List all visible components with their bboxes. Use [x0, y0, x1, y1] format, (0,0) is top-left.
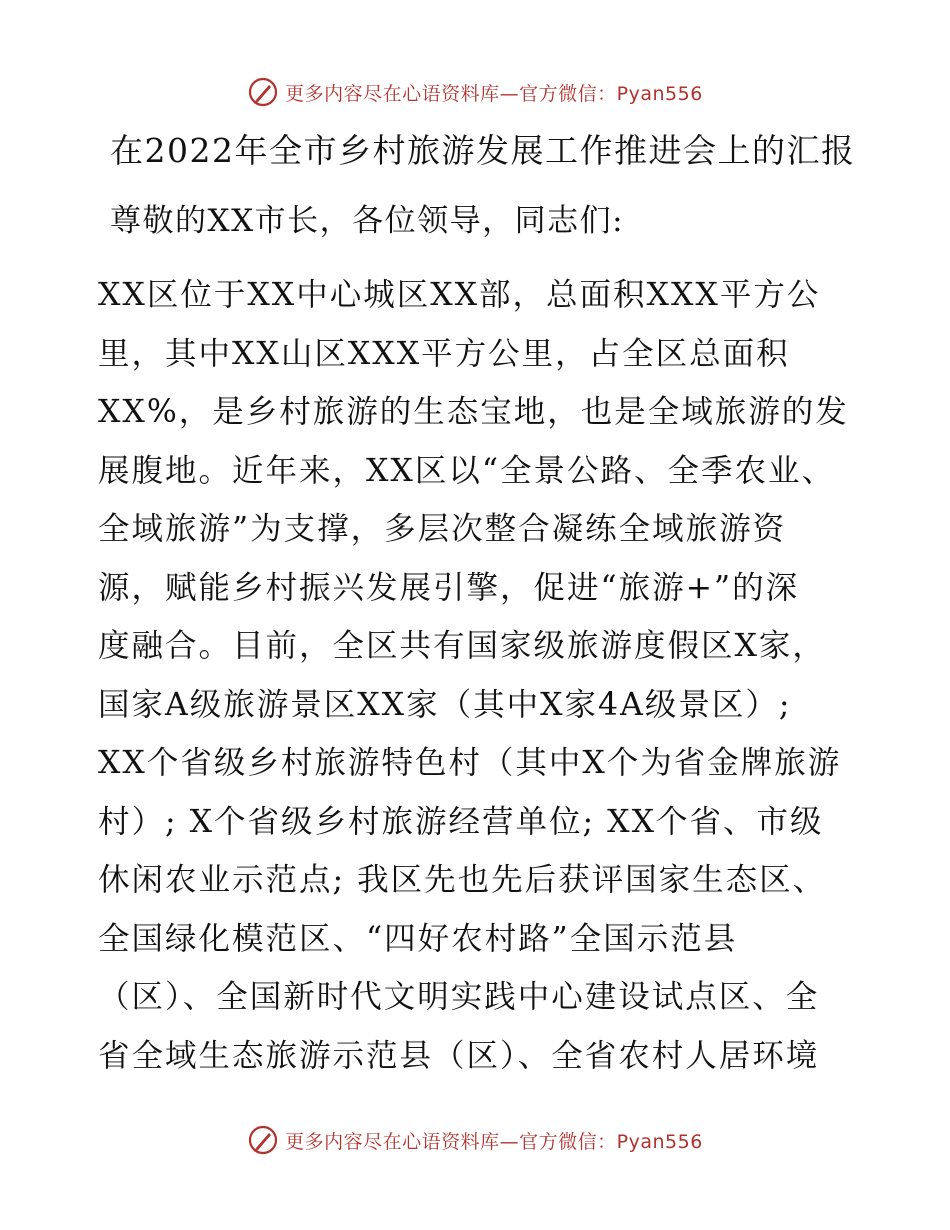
- body-line: 国家A级旅游景区XX家（其中X家4A级景区）;: [98, 686, 792, 723]
- body-line: XX%，是乡村旅游的生态宝地，也是全域旅游的发: [98, 394, 849, 430]
- body-line: XX个省级乡村旅游特色村（其中X个为省金牌旅游: [98, 745, 842, 781]
- body-line: 源，赋能乡村振兴发展引擎，促进“旅游+”的深: [98, 569, 800, 606]
- quill-pen-circle-icon: [247, 1124, 279, 1156]
- watermark-text: 更多内容尽在心语资料库—官方微信：Pyan556: [285, 82, 703, 105]
- body-line: （区）、全国新时代文明实践中心建设试点区、全: [98, 979, 820, 1015]
- quill-pen-circle-icon: [247, 76, 279, 108]
- body-line: 全国绿化模范区、“四好农村路”全国示范县: [98, 920, 738, 957]
- body-line: 全域旅游”为支撑，多层次整合凝练全域旅游资: [98, 511, 787, 547]
- body-line: 展腹地。近年来，XX区以“全景公路、全季农业、: [98, 452, 835, 489]
- body-paragraph: [98, 266, 898, 1085]
- body-line: 里，其中XX山区XXX平方公里，占全区总面积: [98, 335, 790, 372]
- watermark-text: 更多内容尽在心语资料库—官方微信：Pyan556: [285, 1130, 703, 1153]
- watermark-footer: [0, 1120, 950, 1160]
- body-line: XX区位于XX中心城区XX部，总面积XXX平方公: [98, 277, 821, 313]
- body-line: 省全域生态旅游示范县（区）、全省农村人居环境: [98, 1037, 820, 1074]
- body-line: 度融合。目前，全区共有国家级旅游度假区X家，: [98, 628, 826, 664]
- document-title: 在2022年全市乡村旅游发展工作推进会上的汇报: [110, 131, 856, 170]
- body-line: 村）; X个省级乡村旅游经营单位; XX个省、市级: [98, 803, 824, 840]
- watermark-header: [0, 72, 950, 112]
- body-line: 休闲农业示范点; 我区先也先后获评国家生态区、: [98, 862, 827, 898]
- salutation: 尊敬的XX市长，各位领导，同志们:: [110, 203, 625, 239]
